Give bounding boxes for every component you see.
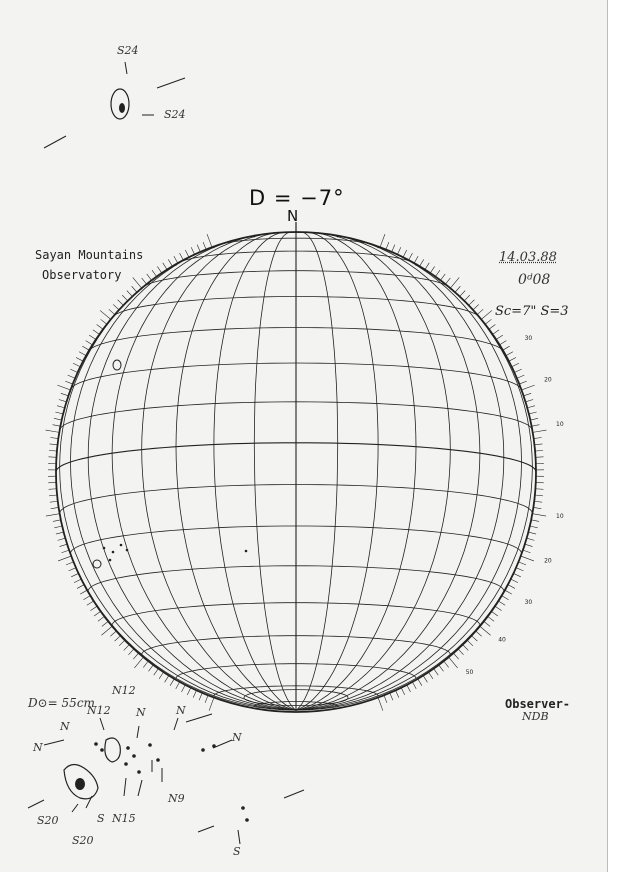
- limb-tick: [516, 568, 523, 571]
- sunspot-dot: [201, 748, 205, 752]
- meridian-line: [296, 233, 416, 710]
- limb-tick: [514, 369, 521, 372]
- spot-label-n12: N12: [112, 684, 136, 697]
- limb-tick: [485, 319, 491, 324]
- limb-tick: [392, 245, 395, 252]
- limb-tick: [493, 330, 500, 335]
- sunspot-dot: [126, 549, 129, 552]
- limb-tick: [58, 556, 71, 561]
- limb-tick: [463, 645, 469, 651]
- pointer-stroke: [86, 796, 92, 808]
- limb-tick: [53, 520, 61, 522]
- limb-tick: [409, 253, 413, 260]
- seeing-conditions: Sc=7" S=3: [495, 304, 569, 319]
- limb-tick: [533, 507, 541, 508]
- limb-tick: [495, 606, 502, 610]
- limb-tick: [79, 352, 86, 356]
- spot-label-s20: S20: [72, 834, 94, 847]
- limb-tick: [455, 286, 460, 292]
- limb-tick-label: 50: [465, 669, 474, 677]
- observation-time: 0ᵈ08: [518, 272, 551, 288]
- limb-tick: [512, 363, 519, 367]
- limb-tick: [113, 304, 119, 309]
- limb-tick: [133, 653, 138, 659]
- limb-tick: [132, 286, 137, 292]
- limb-tick: [185, 250, 189, 257]
- sunspot-dot: [245, 550, 248, 553]
- meridian-line: [254, 232, 296, 710]
- limb-tick: [148, 665, 153, 671]
- limb-tick: [55, 412, 63, 414]
- limb-tick: [115, 636, 121, 641]
- limb-tick: [531, 520, 539, 522]
- north-label: N: [287, 207, 299, 225]
- limb-tick: [49, 489, 57, 490]
- sunspot-dot: [120, 544, 123, 547]
- sunspot-dot: [241, 806, 245, 810]
- spot-label-n12: N12: [87, 704, 111, 717]
- pointer-stroke: [125, 62, 127, 74]
- limb-tick: [488, 616, 494, 621]
- limb-tick: [450, 277, 459, 288]
- sunspot-dot: [137, 770, 141, 774]
- limb-tick: [128, 649, 133, 655]
- limb-tick: [440, 274, 445, 280]
- sunspot-sketch-n12: [105, 738, 120, 762]
- limb-tick: [439, 665, 444, 671]
- limb-tick: [66, 562, 73, 565]
- limb-tick: [56, 532, 64, 534]
- limb-tick: [530, 418, 538, 420]
- limb-tick: [46, 514, 60, 516]
- limb-tick: [412, 682, 416, 689]
- limb-tick: [76, 357, 83, 361]
- limb-tick: [534, 444, 542, 445]
- limb-tick: [147, 274, 152, 280]
- limb-tick: [54, 526, 62, 528]
- limb-tick: [71, 573, 78, 576]
- observatory-subtitle: Observatory: [42, 268, 122, 282]
- limb-tick: [134, 657, 143, 668]
- limb-tick: [390, 693, 393, 700]
- limb-tick: [401, 688, 405, 695]
- limb-tick: [534, 501, 542, 502]
- spot-label-n: N: [176, 704, 186, 717]
- limb-tick: [532, 425, 540, 427]
- limb-tick: [101, 626, 112, 635]
- limb-tick: [505, 590, 512, 594]
- spot-label-n9: N9: [168, 792, 185, 805]
- limb-tick: [498, 601, 505, 605]
- meridian-line: [112, 235, 296, 710]
- limb-tick: [57, 385, 70, 390]
- limb-tick: [51, 507, 59, 508]
- limb-tick: [386, 242, 389, 249]
- limb-tick: [449, 657, 458, 668]
- limb-tick: [143, 661, 148, 667]
- limb-tick: [197, 245, 200, 252]
- limb-tick: [521, 556, 534, 561]
- limb-tick: [535, 495, 543, 496]
- limb-tick: [157, 266, 161, 273]
- limb-tick: [87, 601, 94, 605]
- limb-tick: [502, 596, 509, 600]
- limb-tick: [464, 295, 470, 301]
- sunspot-group: [113, 360, 121, 370]
- limb-tick: [100, 310, 111, 319]
- limb-tick: [209, 698, 214, 711]
- limb-tick: [73, 363, 80, 367]
- limb-tick: [199, 693, 202, 700]
- sunspot-umbra: [119, 103, 125, 113]
- sunspot-dot: [126, 746, 130, 750]
- limb-tick-label: 10: [556, 421, 564, 429]
- limb-tick: [69, 568, 76, 571]
- limb-tick-label: 40: [498, 636, 506, 644]
- limb-tick: [477, 309, 483, 314]
- limb-tick: [154, 669, 159, 676]
- limb-tick: [97, 324, 103, 329]
- spot-label-s: S: [97, 812, 105, 825]
- limb-tick: [519, 381, 526, 384]
- limb-tick-label: 20: [544, 376, 552, 384]
- limb-tick: [83, 596, 90, 600]
- limb-tick: [152, 270, 157, 277]
- meridian-line: [176, 233, 296, 710]
- limb-tick: [53, 425, 61, 427]
- limb-tick-label: 10: [556, 512, 564, 520]
- page-title: D = −7°: [249, 186, 345, 210]
- limb-tick: [49, 450, 57, 451]
- sunspot-dot: [124, 762, 128, 766]
- limb-tick: [444, 661, 449, 667]
- limb-tick: [124, 645, 130, 651]
- spot-label-s20: S20: [37, 814, 59, 827]
- pointer-stroke: [157, 78, 185, 88]
- meridian-line: [71, 242, 297, 710]
- pointer-stroke: [72, 804, 78, 812]
- limb-tick: [54, 418, 62, 420]
- limb-tick: [133, 277, 142, 288]
- observation-date: 14.03.88: [499, 250, 557, 265]
- limb-tick: [384, 695, 387, 702]
- limb-tick: [174, 256, 178, 263]
- limb-tick: [59, 399, 67, 401]
- solar-diameter: D⊙= 55cm: [28, 696, 95, 710]
- limb-tick: [68, 375, 75, 378]
- limb-tick: [469, 300, 475, 306]
- sunspot-dot: [148, 743, 152, 747]
- limb-tick: [86, 341, 93, 345]
- limb-tick: [533, 430, 547, 432]
- limb-tick: [428, 672, 432, 679]
- limb-tick: [163, 263, 167, 270]
- limb-tick: [525, 544, 533, 546]
- limb-tick: [203, 242, 206, 249]
- spot-label-n: N: [232, 731, 242, 744]
- limb-tick: [207, 234, 212, 247]
- limb-tick: [519, 562, 526, 565]
- limb-tick: [58, 538, 66, 540]
- limb-tick: [180, 253, 184, 260]
- sunspot-dot: [94, 742, 98, 746]
- pointer-stroke: [44, 740, 64, 745]
- limb-tick: [435, 270, 440, 277]
- limb-tick: [80, 590, 87, 594]
- pointer-stroke: [238, 830, 240, 844]
- pointer-stroke: [198, 826, 214, 832]
- limb-tick: [191, 247, 194, 254]
- limb-tick: [535, 489, 543, 490]
- limb-tick: [187, 688, 191, 695]
- limb-tick: [489, 324, 495, 329]
- spot-label-n: N: [60, 720, 70, 733]
- limb-tick: [110, 631, 116, 636]
- limb-tick-label: 20: [544, 557, 552, 565]
- limb-tick: [423, 676, 427, 683]
- meridian-line: [296, 235, 480, 710]
- limb-tick: [473, 304, 479, 309]
- pointer-stroke: [186, 714, 212, 722]
- limb-tick: [118, 300, 124, 306]
- limb-tick: [496, 335, 503, 339]
- limb-tick: [396, 690, 399, 697]
- limb-tick: [65, 381, 72, 384]
- limb-tick: [517, 375, 524, 378]
- limb-tick: [528, 532, 536, 534]
- limb-tick: [50, 501, 58, 502]
- limb-tick: [57, 406, 65, 408]
- limb-tick: [93, 330, 100, 335]
- limb-tick: [127, 291, 132, 297]
- limb-tick: [491, 611, 498, 616]
- limb-tick: [508, 585, 515, 589]
- limb-tick: [70, 369, 77, 372]
- limb-tick: [458, 649, 463, 655]
- meridian-line: [88, 236, 296, 710]
- limb-tick: [109, 309, 115, 314]
- meridian-line: [296, 435, 536, 711]
- limb-tick: [527, 406, 535, 408]
- sunspot-group: [93, 560, 101, 568]
- limb-tick: [420, 259, 424, 266]
- limb-tick: [522, 385, 535, 390]
- limb-tick: [205, 695, 208, 702]
- spot-label-n15: N15: [112, 812, 136, 825]
- pointer-stroke: [44, 136, 66, 148]
- sunspot-dot: [112, 551, 115, 554]
- limb-tick: [527, 538, 535, 540]
- limb-tick: [82, 346, 89, 350]
- limb-tick: [94, 611, 101, 616]
- sunspot-dot: [100, 748, 104, 752]
- limb-tick: [50, 437, 58, 438]
- limb-tick: [480, 626, 491, 635]
- pointer-stroke: [138, 780, 142, 796]
- meridian-line: [296, 232, 338, 710]
- meridian-line: [296, 242, 522, 710]
- pointer-stroke: [100, 718, 104, 730]
- limb-tick: [407, 685, 411, 692]
- limb-tick: [430, 266, 434, 273]
- meridian-line: [296, 236, 504, 710]
- limb-tick: [50, 444, 58, 445]
- limb-tick-label: 30: [524, 335, 533, 342]
- limb-tick: [165, 676, 169, 683]
- limb-tick: [98, 616, 104, 621]
- limb-tick: [45, 430, 59, 432]
- limb-tick: [523, 550, 531, 553]
- limb-tick: [170, 679, 174, 686]
- limb-tick: [484, 621, 490, 626]
- sunspot-dot: [103, 547, 106, 550]
- pointer-stroke: [137, 726, 139, 738]
- limb-tick: [535, 450, 543, 451]
- limb-tick: [526, 399, 534, 401]
- limb-tick-label: 30: [524, 599, 533, 606]
- page-edge: [607, 0, 635, 872]
- limb-tick: [506, 352, 513, 356]
- limb-tick: [418, 679, 422, 686]
- meridian-line: [56, 435, 296, 711]
- spot-label-s: S: [233, 845, 241, 858]
- limb-tick: [159, 672, 163, 679]
- pointer-stroke: [174, 718, 178, 730]
- limb-tick: [414, 256, 418, 263]
- limb-tick: [472, 636, 478, 641]
- limb-tick: [534, 437, 542, 438]
- limb-tick: [122, 295, 128, 301]
- sunspot-dot: [245, 818, 249, 822]
- sunspot-dot: [132, 754, 136, 758]
- limb-tick: [467, 640, 473, 646]
- limb-tick: [524, 393, 532, 396]
- limb-tick: [530, 526, 538, 528]
- pointer-stroke: [28, 800, 44, 808]
- limb-tick: [181, 685, 185, 692]
- limb-tick: [445, 278, 450, 284]
- limb-tick: [380, 234, 385, 247]
- limb-tick: [476, 631, 482, 636]
- limb-tick: [481, 310, 492, 319]
- sunspot-umbra: [75, 778, 85, 790]
- limb-tick: [503, 346, 510, 350]
- observer-name: NDB: [522, 710, 549, 723]
- limb-tick: [176, 682, 180, 689]
- limb-tick: [90, 606, 97, 610]
- limb-tick: [49, 495, 57, 496]
- pointer-stroke: [213, 740, 232, 748]
- limb-tick: [453, 653, 458, 659]
- limb-tick: [89, 335, 96, 339]
- pointer-stroke: [124, 778, 126, 796]
- limb-tick: [529, 412, 537, 414]
- observatory-name: Sayan Mountains: [35, 248, 144, 262]
- sunspot-dot: [109, 559, 112, 562]
- limb-tick: [425, 263, 429, 270]
- limb-tick: [378, 698, 383, 711]
- limb-tick: [193, 690, 196, 697]
- limb-tick: [397, 247, 400, 254]
- limb-tick: [59, 544, 67, 546]
- observer-label: Observer-: [505, 697, 571, 711]
- limb-tick: [403, 250, 407, 257]
- limb-tick: [62, 550, 70, 553]
- limb-tick: [77, 585, 84, 589]
- sunspot-dot: [156, 758, 160, 762]
- pointer-stroke: [284, 790, 304, 798]
- limb-tick: [102, 621, 108, 626]
- limb-tick: [511, 579, 518, 583]
- limb-tick: [61, 393, 69, 396]
- limb-tick: [74, 579, 81, 583]
- spot-label-s24: S24: [117, 44, 139, 57]
- limb-tick: [514, 573, 521, 576]
- limb-tick: [434, 669, 439, 676]
- spot-label-n: N: [136, 706, 146, 719]
- limb-tick: [168, 259, 172, 266]
- limb-tick: [142, 278, 147, 284]
- limb-tick: [500, 341, 507, 345]
- limb-tick: [509, 357, 516, 361]
- spot-label-n: N: [33, 741, 43, 754]
- spot-label-s24: S24: [164, 108, 186, 121]
- sunspot-sketch-s24: [111, 89, 129, 119]
- limb-tick: [101, 319, 107, 324]
- limb-tick: [119, 640, 125, 646]
- limb-tick: [532, 514, 546, 516]
- limb-tick: [460, 291, 465, 297]
